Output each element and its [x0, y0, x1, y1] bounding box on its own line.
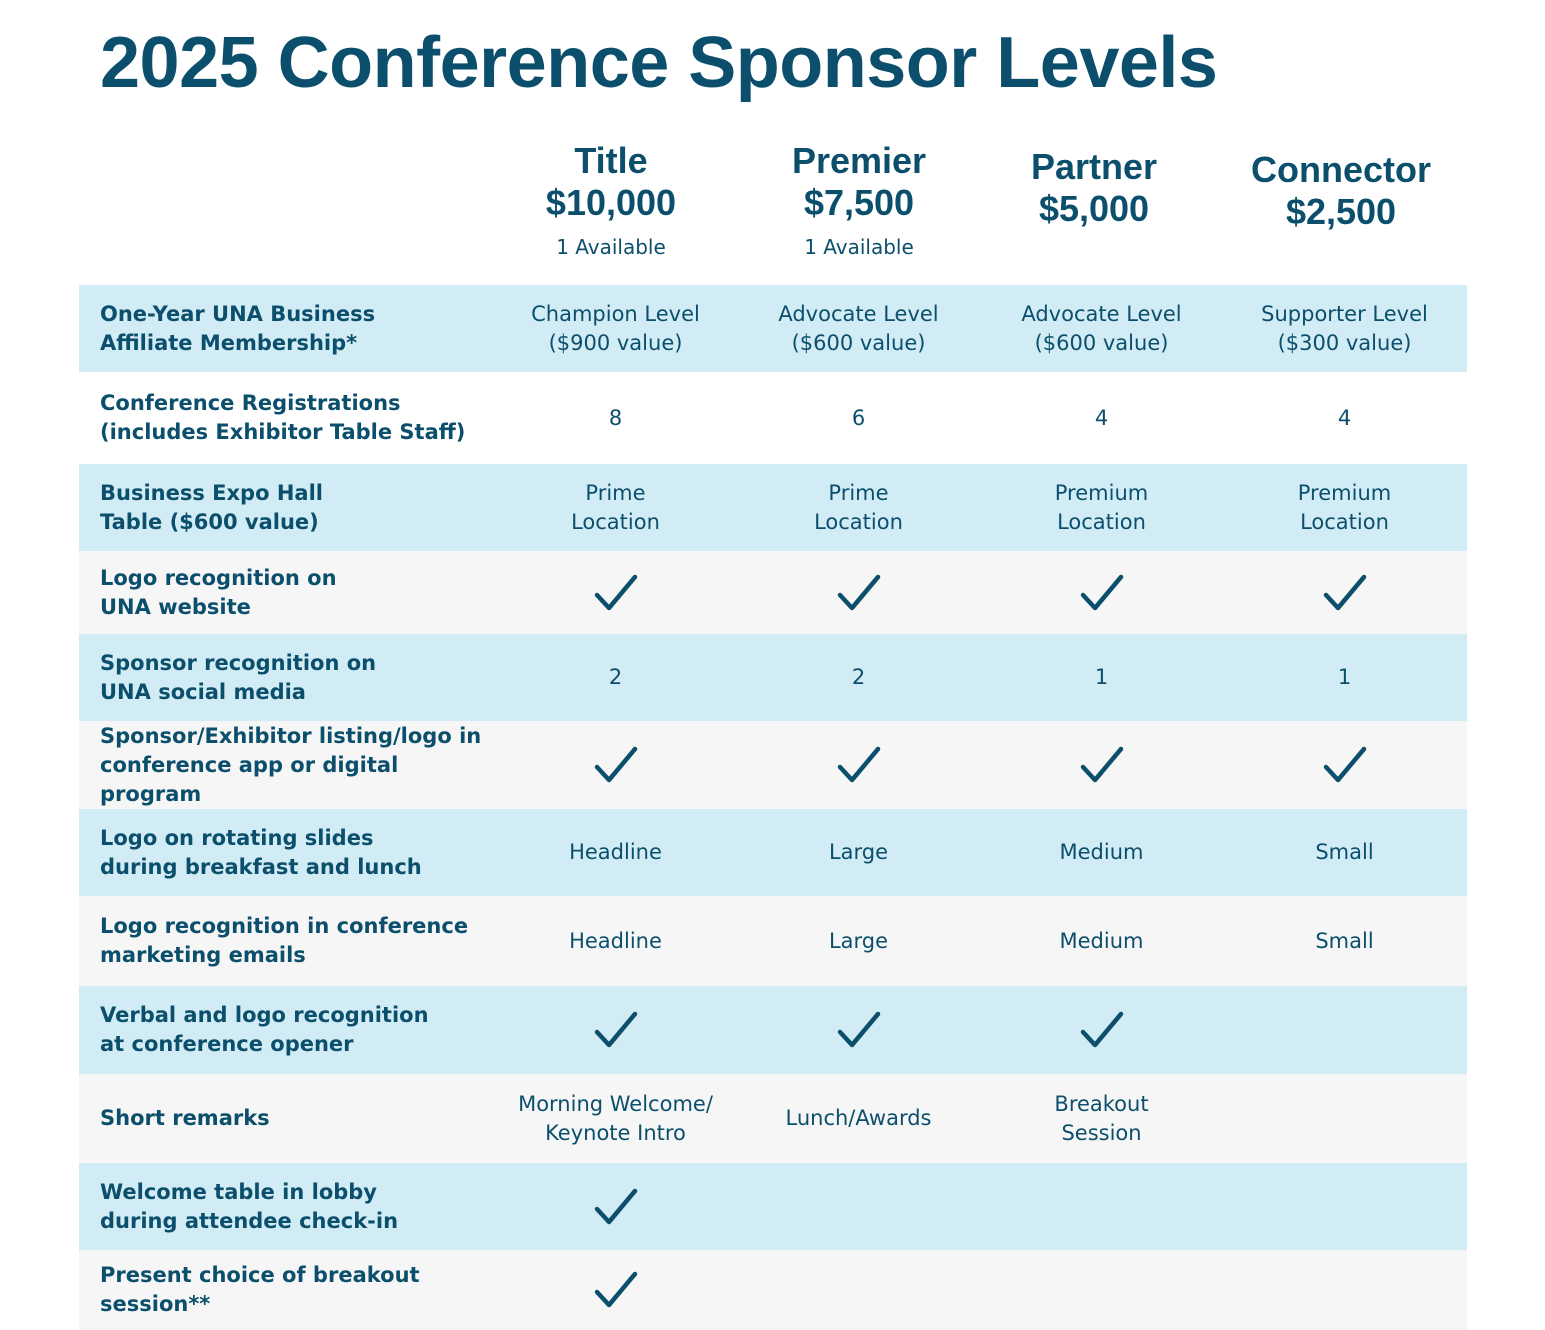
benefit-cell: [980, 300, 1223, 358]
row-label: [79, 1104, 494, 1133]
row-label-line: Logo recognition on: [100, 565, 337, 590]
table-row: [79, 464, 1467, 551]
benefit-cell: [737, 663, 980, 692]
cell-text: 8: [608, 405, 623, 430]
sponsor-benefits-table: [79, 285, 1467, 1330]
row-label-line: Affiliate Membership*: [100, 330, 358, 355]
row-label: [79, 1261, 494, 1319]
row-label-line: Business Expo Hall: [100, 480, 323, 505]
benefit-cell: [980, 927, 1223, 956]
checkmark-icon: [1080, 1010, 1124, 1050]
benefit-cell: [737, 927, 980, 956]
cell-text: ($300 value): [1277, 330, 1412, 355]
benefit-cell: [737, 404, 980, 433]
benefit-cell: [1223, 404, 1466, 433]
cell-text: Location: [1057, 509, 1146, 534]
cell-text: 2: [608, 665, 623, 689]
table-row: [79, 1074, 1467, 1163]
checkmark-icon: [1323, 573, 1367, 613]
cell-text: Prime: [585, 480, 646, 505]
table-row: [79, 809, 1467, 896]
benefit-cell: [494, 404, 737, 433]
benefit-cell: [494, 1187, 737, 1227]
checkmark-icon: [837, 745, 881, 785]
cell-text: Headline: [569, 928, 662, 953]
benefit-cell: [494, 927, 737, 956]
benefit-cell: [980, 745, 1223, 785]
benefit-cell: [1223, 573, 1466, 613]
benefit-cell: [737, 1010, 980, 1050]
row-label: [79, 479, 494, 537]
checkmark-icon: [594, 745, 638, 785]
row-label-line: Table ($600 value): [100, 509, 319, 534]
cell-text: ($600 value): [1034, 330, 1169, 355]
benefit-cell: [980, 1010, 1223, 1050]
cell-text: Champion Level: [531, 301, 700, 326]
tier-name: Partner: [1030, 146, 1158, 187]
row-label: [79, 564, 494, 622]
cell-text: Medium: [1059, 928, 1144, 953]
checkmark-icon: [837, 1010, 881, 1050]
checkmark-icon: [594, 1010, 638, 1050]
benefit-cell: [494, 1090, 737, 1148]
page-title: 2025 Conference Sponsor Levels: [100, 23, 1218, 103]
tier-header-partner: [974, 146, 1214, 230]
row-label: [79, 1178, 494, 1236]
benefit-cell: [980, 573, 1223, 613]
checkmark-icon: [594, 1270, 638, 1310]
cell-text: 4: [1094, 405, 1109, 430]
cell-text: ($900 value): [548, 330, 683, 355]
cell-text: Morning Welcome/: [518, 1091, 713, 1116]
table-row: [79, 372, 1467, 464]
tier-availability: 1 Available: [556, 235, 666, 259]
cell-text: 1: [1094, 665, 1109, 689]
row-label-line: Present choice of breakout: [100, 1263, 420, 1287]
row-label-line: Logo recognition in conference: [100, 914, 469, 938]
cell-text: Breakout: [1054, 1091, 1149, 1116]
row-label-line: during attendee check-in: [100, 1208, 399, 1233]
row-label-line: UNA website: [100, 594, 251, 619]
benefit-cell: [980, 838, 1223, 867]
checkmark-icon: [594, 1187, 638, 1227]
benefit-cell: [494, 573, 737, 613]
benefit-cell: [737, 1104, 980, 1133]
row-label-line: Sponsor recognition on: [100, 650, 377, 675]
tier-price: $10,000: [545, 182, 677, 223]
checkmark-icon: [1080, 745, 1124, 785]
tier-header-connector: [1221, 149, 1461, 233]
benefit-cell: [1223, 479, 1466, 537]
cell-text: 2: [851, 665, 866, 689]
benefit-cell: [1223, 838, 1466, 867]
cell-text: Advocate Level: [1021, 301, 1182, 326]
row-label-line: UNA social media: [100, 679, 306, 704]
row-label: [79, 722, 494, 809]
benefit-cell: [737, 745, 980, 785]
cell-text: Headline: [569, 840, 662, 864]
row-label-line: session**: [100, 1292, 211, 1316]
cell-text: 6: [851, 405, 866, 430]
checkmark-icon: [1323, 745, 1367, 785]
row-label-line: conference app or digital program: [100, 752, 399, 806]
row-label: [79, 389, 494, 447]
checkmark-icon: [594, 573, 638, 613]
benefit-cell: [494, 1270, 737, 1310]
cell-text: Prime: [828, 480, 889, 505]
benefit-cell: [737, 479, 980, 537]
cell-text: Large: [828, 928, 889, 953]
cell-text: Medium: [1059, 840, 1144, 864]
benefit-cell: [494, 745, 737, 785]
benefit-cell: [980, 479, 1223, 537]
cell-text: Keynote Intro: [545, 1120, 686, 1145]
row-label-line: during breakfast and lunch: [100, 854, 422, 879]
benefit-cell: [980, 1090, 1223, 1148]
table-row: [79, 1250, 1467, 1330]
table-row: [79, 285, 1467, 372]
benefit-cell: [494, 838, 737, 867]
tier-name: Premier: [791, 140, 927, 181]
cell-text: Session: [1061, 1120, 1142, 1145]
table-row: [79, 634, 1467, 721]
tier-header-title: [491, 140, 731, 260]
cell-text: 4: [1337, 405, 1352, 430]
benefit-cell: [494, 300, 737, 358]
benefit-cell: [980, 663, 1223, 692]
row-label-line: marketing emails: [100, 943, 306, 967]
checkmark-icon: [1080, 573, 1124, 613]
tier-price: $7,500: [803, 182, 915, 223]
benefit-cell: [737, 838, 980, 867]
cell-text: Location: [1300, 509, 1389, 534]
cell-text: Large: [828, 840, 889, 864]
benefit-cell: [980, 404, 1223, 433]
row-label-line: Short remarks: [100, 1106, 270, 1130]
table-row: [79, 1163, 1467, 1250]
row-label-line: Logo on rotating slides: [100, 825, 374, 850]
row-label: [79, 1001, 494, 1059]
row-label-line: One-Year UNA Business: [100, 301, 376, 326]
tier-name: Connector: [1251, 149, 1431, 190]
benefit-cell: [494, 663, 737, 692]
row-label-line: Welcome table in lobby: [100, 1179, 377, 1204]
benefit-cell: [737, 300, 980, 358]
cell-text: 1: [1337, 665, 1352, 689]
row-label-line: Verbal and logo recognition: [100, 1003, 429, 1027]
cell-text: ($600 value): [791, 330, 926, 355]
cell-text: Small: [1315, 928, 1374, 953]
benefit-cell: [494, 479, 737, 537]
cell-text: Premium: [1054, 480, 1149, 505]
benefit-cell: [1223, 745, 1466, 785]
benefit-cell: [1223, 300, 1466, 358]
row-label-line: at conference opener: [100, 1032, 354, 1056]
tier-header-premier: [739, 140, 979, 260]
row-label-line: Sponsor/Exhibitor listing/logo in: [100, 723, 482, 748]
cell-text: Lunch/Awards: [785, 1106, 932, 1130]
table-row: [79, 721, 1467, 809]
row-label-line: (includes Exhibitor Table Staff): [100, 420, 466, 444]
row-label: [79, 649, 494, 707]
tier-availability: 1 Available: [804, 235, 914, 259]
benefit-cell: [1223, 663, 1466, 692]
cell-text: Supporter Level: [1261, 301, 1428, 326]
tier-name: Title: [574, 140, 648, 181]
cell-text: Advocate Level: [778, 301, 939, 326]
cell-text: Small: [1315, 840, 1374, 864]
cell-text: Location: [814, 509, 903, 534]
cell-text: Premium: [1297, 480, 1392, 505]
benefit-cell: [494, 1010, 737, 1050]
table-row: [79, 896, 1467, 986]
tier-price: $2,500: [1285, 191, 1397, 232]
table-row: [79, 551, 1467, 634]
table-row: [79, 986, 1467, 1074]
row-label: [79, 300, 494, 358]
row-label: [79, 824, 494, 882]
row-label-line: Conference Registrations: [100, 391, 401, 415]
cell-text: Location: [571, 509, 660, 534]
tier-price: $5,000: [1038, 188, 1150, 229]
benefit-cell: [737, 573, 980, 613]
checkmark-icon: [837, 573, 881, 613]
benefit-cell: [1223, 927, 1466, 956]
row-label: [79, 912, 494, 970]
